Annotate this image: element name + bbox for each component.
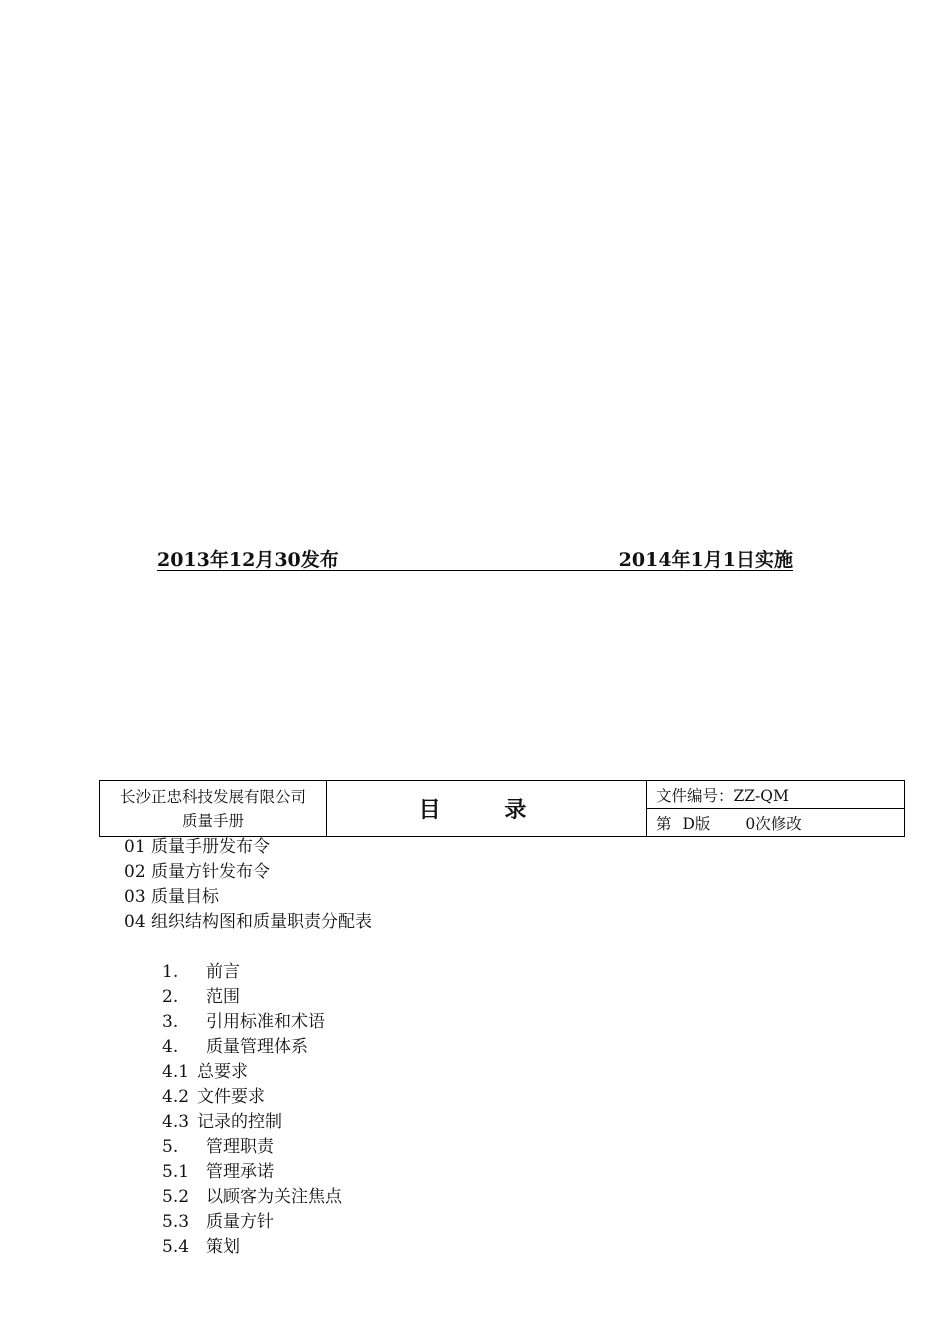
toc-item[interactable]: 01 质量手册发布令	[124, 837, 271, 857]
toc-section[interactable]: 5. 管理职责	[162, 1137, 274, 1157]
revision: 0次修改	[745, 814, 802, 833]
publication-dates-line	[157, 544, 793, 571]
toc-section[interactable]: 5.3 质量方针	[162, 1212, 274, 1232]
toc-section[interactable]: 5.2 以顾客为关注焦点	[162, 1187, 342, 1207]
toc-section[interactable]: 5.1 管理承诺	[162, 1162, 274, 1182]
company-name: 长沙正忠科技发展有限公司	[119, 787, 306, 806]
toc-section[interactable]: 4.3 记录的控制	[162, 1112, 282, 1132]
document-header-table	[99, 780, 905, 837]
toc-section[interactable]: 2. 范围	[162, 987, 240, 1007]
toc-section[interactable]: 4.2 文件要求	[162, 1087, 265, 1107]
effective-date: 2014年1月1日实施	[618, 549, 793, 571]
manual-name: 质量手册	[181, 811, 244, 830]
toc-section[interactable]: 1. 前言	[162, 962, 240, 982]
doc-number: 文件编号：ZZ-QM	[647, 781, 905, 809]
toc-item[interactable]: 03 质量目标	[124, 887, 220, 907]
edition: D版	[682, 814, 711, 833]
toc-item[interactable]: 04 组织结构图和质量职责分配表	[124, 912, 373, 932]
toc-item[interactable]: 02 质量方针发布令	[124, 862, 271, 882]
toc-section[interactable]: 3. 引用标准和术语	[162, 1012, 325, 1032]
release-date: 2013年12月30发布	[157, 549, 339, 571]
company-cell	[100, 781, 327, 837]
toc-section[interactable]: 4. 质量管理体系	[162, 1037, 308, 1057]
toc-title: 目 录	[327, 781, 647, 837]
toc-section[interactable]: 5.4 策划	[162, 1237, 240, 1257]
edition-prefix: 第	[656, 814, 672, 833]
toc-section[interactable]: 4.1 总要求	[162, 1062, 248, 1082]
revision-cell	[647, 809, 905, 837]
